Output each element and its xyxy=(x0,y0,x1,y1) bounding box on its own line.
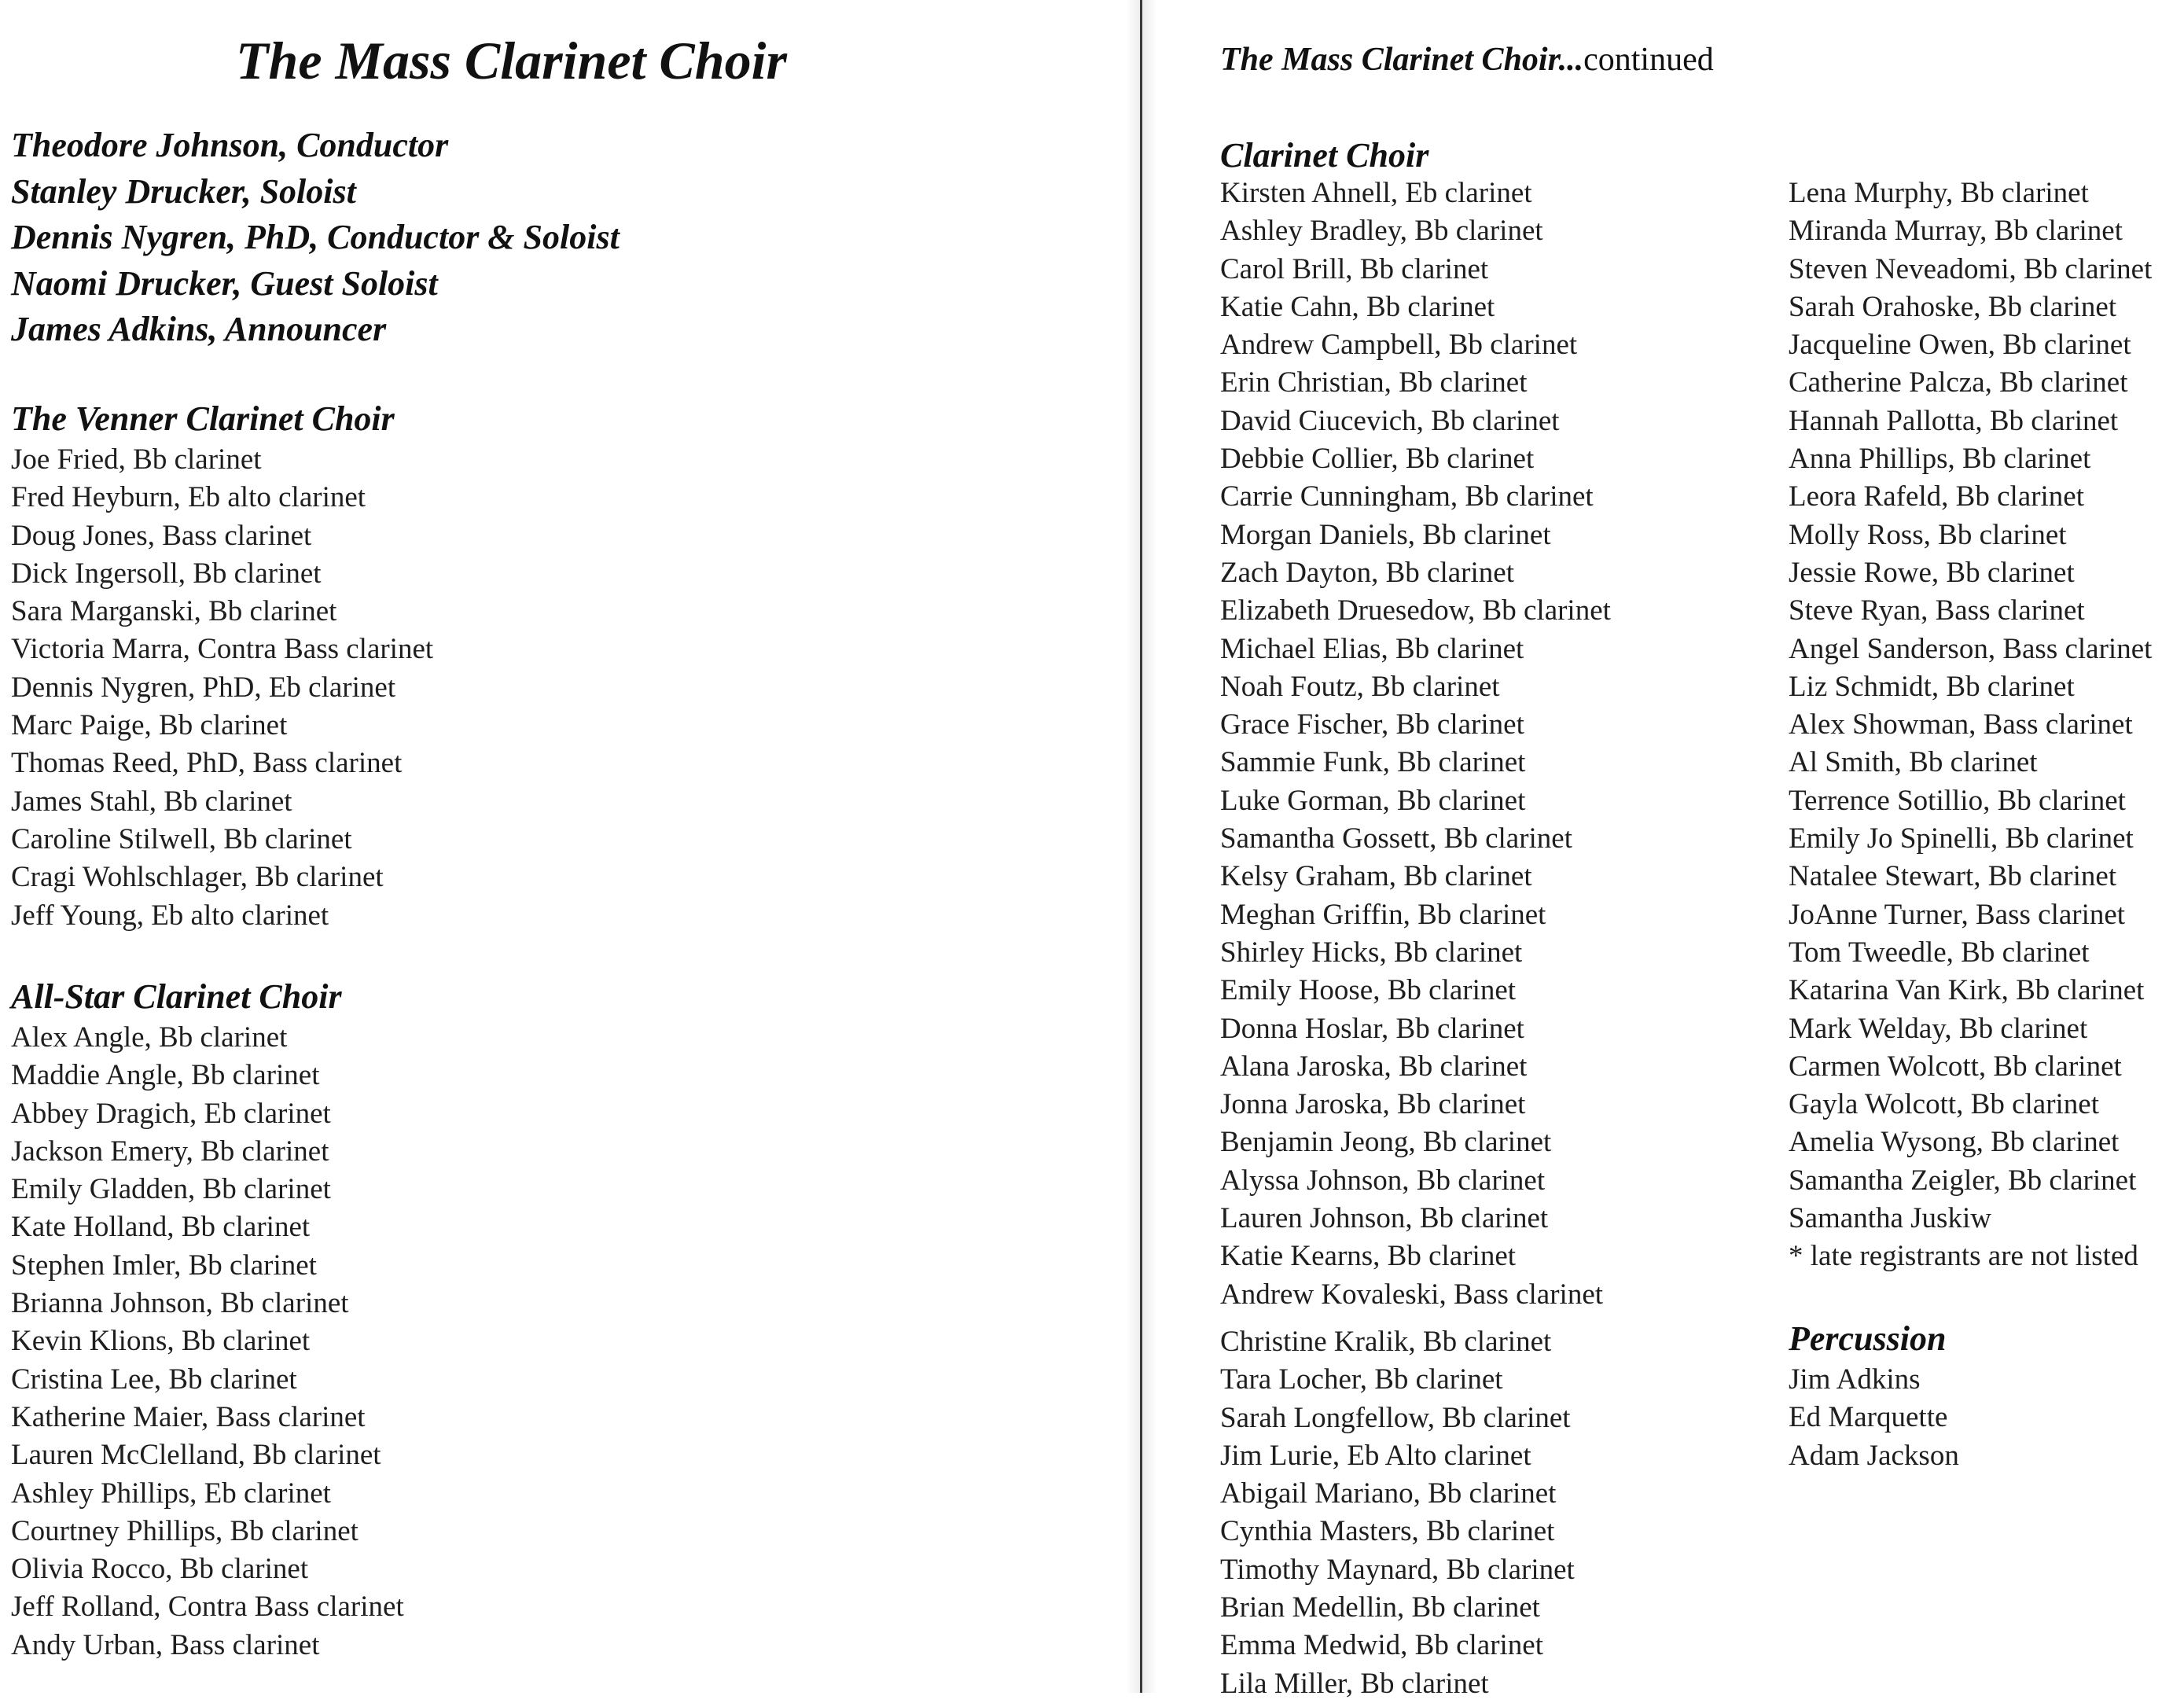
list-item: Ashley Phillips, Eb clarinet xyxy=(11,1477,331,1510)
leader-item: James Adkins, Announcer xyxy=(11,310,387,348)
list-item: Terrence Sotillio, Bb clarinet xyxy=(1789,784,2126,817)
list-item: Leora Rafeld, Bb clarinet xyxy=(1789,480,2084,513)
list-item: Marc Paige, Bb clarinet xyxy=(11,709,288,742)
list-item: Adam Jackson xyxy=(1789,1439,1959,1472)
list-item: Alana Jaroska, Bb clarinet xyxy=(1220,1050,1528,1083)
list-item: Fred Heyburn, Eb alto clarinet xyxy=(11,481,366,514)
list-item: Alex Showman, Bass clarinet xyxy=(1789,708,2133,741)
list-item: Cynthia Masters, Bb clarinet xyxy=(1220,1515,1555,1548)
list-item: Michael Elias, Bb clarinet xyxy=(1220,632,1524,665)
list-item: Thomas Reed, PhD, Bass clarinet xyxy=(11,747,403,780)
list-item: Steven Neveadomi, Bb clarinet xyxy=(1789,252,2153,285)
list-item: Emily Gladden, Bb clarinet xyxy=(11,1173,331,1206)
list-item: Gayla Wolcott, Bb clarinet xyxy=(1789,1088,2100,1121)
list-item: Abigail Mariano, Bb clarinet xyxy=(1220,1477,1557,1510)
list-item: Kirsten Ahnell, Eb clarinet xyxy=(1220,177,1532,209)
list-item: Anna Phillips, Bb clarinet xyxy=(1789,443,2091,476)
list-item: Stephen Imler, Bb clarinet xyxy=(11,1249,317,1282)
list-item: Luke Gorman, Bb clarinet xyxy=(1220,784,1526,817)
list-item: Brian Medellin, Bb clarinet xyxy=(1220,1591,1540,1624)
list-item: Carol Brill, Bb clarinet xyxy=(1220,252,1489,285)
section-heading: All-Star Clarinet Choir xyxy=(11,977,342,1016)
list-item: David Ciucevich, Bb clarinet xyxy=(1220,404,1560,437)
list-item: Miranda Murray, Bb clarinet xyxy=(1789,215,2123,248)
list-item: Amelia Wysong, Bb clarinet xyxy=(1789,1126,2120,1159)
list-item: Morgan Daniels, Bb clarinet xyxy=(1220,518,1551,551)
list-item: Carmen Wolcott, Bb clarinet xyxy=(1789,1050,2122,1083)
member-list-column-c xyxy=(1789,175,2152,1276)
list-item: Mark Welday, Bb clarinet xyxy=(1789,1012,2088,1045)
list-item: Tara Locher, Bb clarinet xyxy=(1220,1363,1503,1396)
member-list-column-a xyxy=(1220,175,1611,1314)
section-heading: Percussion xyxy=(1789,1319,1947,1358)
member-list xyxy=(11,1019,404,1664)
list-item: Katarina Van Kirk, Bb clarinet xyxy=(1789,974,2145,1007)
list-item: Benjamin Jeong, Bb clarinet xyxy=(1220,1126,1552,1159)
clarinet-choir-section xyxy=(1220,134,1428,178)
list-item: Cristina Lee, Bb clarinet xyxy=(11,1363,297,1396)
list-item: Ed Marquette xyxy=(1789,1401,1948,1434)
list-item: Dennis Nygren, PhD, Eb clarinet xyxy=(11,671,396,704)
list-item: Timothy Maynard, Bb clarinet xyxy=(1220,1553,1575,1586)
list-item: Lena Murphy, Bb clarinet xyxy=(1789,177,2089,209)
member-list xyxy=(11,441,433,935)
list-item: Katie Cahn, Bb clarinet xyxy=(1220,290,1495,323)
list-item: Al Smith, Bb clarinet xyxy=(1789,746,2038,779)
list-item: Kate Holland, Bb clarinet xyxy=(11,1211,311,1244)
list-item: Caroline Stilwell, Bb clarinet xyxy=(11,822,352,855)
list-item: James Stahl, Bb clarinet xyxy=(11,785,292,818)
list-item: Ashley Bradley, Bb clarinet xyxy=(1220,215,1543,248)
list-item: Samantha Gossett, Bb clarinet xyxy=(1220,822,1573,855)
leader-item: Theodore Johnson, Conductor xyxy=(11,126,449,164)
list-item: Christine Kralik, Bb clarinet xyxy=(1220,1326,1552,1358)
percussion-section xyxy=(1789,1317,1959,1475)
list-item: Emily Jo Spinelli, Bb clarinet xyxy=(1789,822,2134,855)
list-item: Jonna Jaroska, Bb clarinet xyxy=(1220,1088,1526,1121)
list-item: Donna Hoslar, Bb clarinet xyxy=(1220,1012,1524,1045)
list-item: Hannah Pallotta, Bb clarinet xyxy=(1789,404,2119,437)
list-item: Lila Miller, Bb clarinet xyxy=(1220,1667,1489,1700)
member-list-column-b xyxy=(1220,1323,1575,1703)
member-list xyxy=(1789,1361,1959,1475)
right-page xyxy=(1148,0,2184,1700)
leader-item: Stanley Drucker, Soloist xyxy=(11,171,356,211)
list-item: Jim Adkins xyxy=(1789,1363,1921,1396)
list-item: Sarah Longfellow, Bb clarinet xyxy=(1220,1401,1571,1434)
list-item: Emma Medwid, Bb clarinet xyxy=(1220,1629,1544,1662)
list-item: Catherine Palcza, Bb clarinet xyxy=(1789,366,2128,399)
list-item: Carrie Cunningham, Bb clarinet xyxy=(1220,480,1594,513)
list-item: Katie Kearns, Bb clarinet xyxy=(1220,1240,1517,1273)
venner-choir-section xyxy=(11,397,433,935)
list-item: Lauren Johnson, Bb clarinet xyxy=(1220,1202,1549,1235)
section-heading: The Venner Clarinet Choir xyxy=(11,399,395,438)
list-item: Angel Sanderson, Bass clarinet xyxy=(1789,632,2153,665)
leader-item: Naomi Drucker, Guest Soloist xyxy=(11,263,438,303)
list-item: Molly Ross, Bb clarinet xyxy=(1789,518,2067,551)
list-item: Lauren McClelland, Bb clarinet xyxy=(11,1439,381,1472)
list-item: Liz Schmidt, Bb clarinet xyxy=(1789,670,2075,703)
list-item: Jessie Rowe, Bb clarinet xyxy=(1789,556,2075,589)
page-title: The Mass Clarinet Choir xyxy=(236,31,787,90)
list-item: Victoria Marra, Contra Bass clarinet xyxy=(11,633,434,666)
footnote: * late registrants are not listed xyxy=(1789,1240,2138,1273)
list-item: Meghan Griffin, Bb clarinet xyxy=(1220,898,1546,931)
list-item: Kevin Klions, Bb clarinet xyxy=(11,1325,311,1358)
section-heading: Clarinet Choir xyxy=(1220,136,1429,175)
list-item: Andrew Campbell, Bb clarinet xyxy=(1220,329,1578,362)
list-item: Elizabeth Druesedow, Bb clarinet xyxy=(1220,594,1611,627)
list-item: Jackson Emery, Bb clarinet xyxy=(11,1135,329,1168)
list-item: Cragi Wohlschlager, Bb clarinet xyxy=(11,861,384,894)
list-item: Grace Fischer, Bb clarinet xyxy=(1220,708,1524,741)
list-item: Erin Christian, Bb clarinet xyxy=(1220,366,1528,399)
list-item: JoAnne Turner, Bass clarinet xyxy=(1789,898,2126,931)
list-item: Tom Tweedle, Bb clarinet xyxy=(1789,936,2090,969)
continued-title-suffix: continued xyxy=(1583,42,1714,78)
list-item: Samantha Juskiw xyxy=(1789,1202,1991,1235)
list-item: Kelsy Graham, Bb clarinet xyxy=(1220,860,1532,893)
list-item: Jim Lurie, Eb Alto clarinet xyxy=(1220,1439,1531,1472)
list-item: Joe Fried, Bb clarinet xyxy=(11,443,262,476)
all-star-choir-section xyxy=(11,975,404,1664)
list-item: Sara Marganski, Bb clarinet xyxy=(11,595,337,628)
list-item: Debbie Collier, Bb clarinet xyxy=(1220,443,1535,476)
list-item: Katherine Maier, Bass clarinet xyxy=(11,1400,366,1433)
list-item: Emily Hoose, Bb clarinet xyxy=(1220,974,1517,1007)
list-item: Abbey Dragich, Eb clarinet xyxy=(11,1097,331,1130)
list-item: Jeff Rolland, Contra Bass clarinet xyxy=(11,1591,404,1624)
list-item: Jeff Young, Eb alto clarinet xyxy=(11,899,329,932)
list-item: Samantha Zeigler, Bb clarinet xyxy=(1789,1164,2137,1197)
list-item: Maddie Angle, Bb clarinet xyxy=(11,1059,320,1092)
list-item: Dick Ingersoll, Bb clarinet xyxy=(11,557,322,590)
list-item: Jacqueline Owen, Bb clarinet xyxy=(1789,329,2131,362)
leaders-list xyxy=(11,123,620,353)
list-item: Natalee Stewart, Bb clarinet xyxy=(1789,860,2117,893)
list-item: Andy Urban, Bass clarinet xyxy=(11,1628,320,1661)
page-fold-divider xyxy=(1140,0,1142,1693)
continued-title xyxy=(1220,41,1714,79)
list-item: Alyssa Johnson, Bb clarinet xyxy=(1220,1164,1546,1197)
continued-title-italic: The Mass Clarinet Choir... xyxy=(1220,42,1584,78)
list-item: Sammie Funk, Bb clarinet xyxy=(1220,746,1526,779)
list-item: Courtney Phillips, Bb clarinet xyxy=(11,1514,358,1547)
list-item: Brianna Johnson, Bb clarinet xyxy=(11,1287,349,1320)
list-item: Andrew Kovaleski, Bass clarinet xyxy=(1220,1278,1604,1311)
list-item: Shirley Hicks, Bb clarinet xyxy=(1220,936,1523,969)
list-item: Noah Foutz, Bb clarinet xyxy=(1220,670,1500,703)
list-item: Olivia Rocco, Bb clarinet xyxy=(11,1553,309,1586)
leader-item: Dennis Nygren, PhD, Conductor & Soloist xyxy=(11,218,620,256)
list-item: Doug Jones, Bass clarinet xyxy=(11,519,312,552)
list-item: Steve Ryan, Bass clarinet xyxy=(1789,594,2085,627)
list-item: Sarah Orahoske, Bb clarinet xyxy=(1789,290,2117,323)
list-item: Alex Angle, Bb clarinet xyxy=(11,1021,288,1054)
list-item: Zach Dayton, Bb clarinet xyxy=(1220,556,1514,589)
